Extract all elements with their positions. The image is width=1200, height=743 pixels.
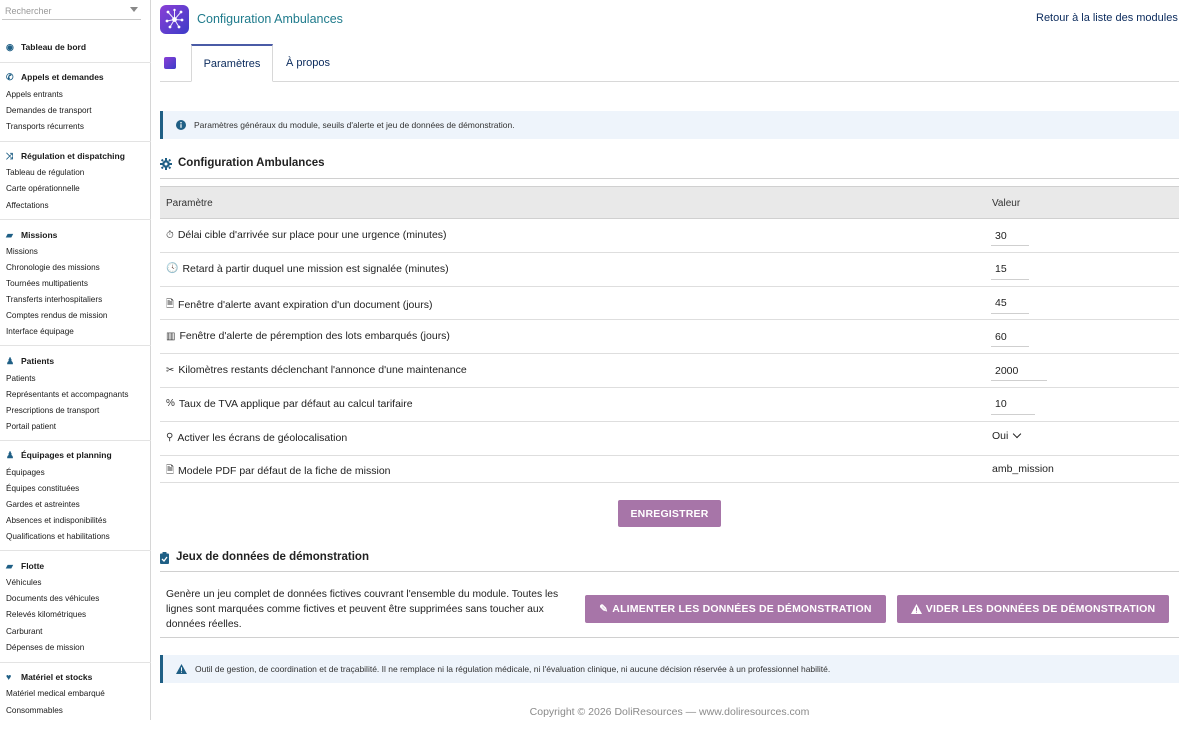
sidebar-item[interactable]: Carte opérationnelle [6,184,80,194]
barcode-icon: ▥ [166,330,176,342]
sidebar-item[interactable]: Absences et indisponibilités [6,516,107,525]
phone-icon: ✆ [6,71,14,82]
info-icon [176,120,186,130]
column-header-param: Paramètre [166,198,213,209]
sidebar-item[interactable]: Transports récurrents [6,122,84,132]
warning-icon [176,664,187,674]
disclaimer-text: Outil de gestion, de coordination et de traçabilité. Il ne remplace ni la régulation médicale, ni l'évaluation clinique, ni aucune décision réservée à un professionnel habilité. [195,664,831,674]
percent-icon: % [166,398,175,410]
page-title: Configuration Ambulances [197,12,343,26]
sidebar-section-label: Appels et demandes [21,72,104,82]
table-header [160,186,1179,219]
sidebar-section-7[interactable] [6,672,92,682]
sidebar-item[interactable]: Prescriptions de transport [6,405,100,415]
sidebar-item[interactable]: Documents des véhicules [6,594,100,604]
tab-a-propos[interactable]: À propos [286,57,331,69]
clear-demo-data-button[interactable] [897,595,1169,623]
stopwatch-icon: ⏱ [166,229,174,241]
sidebar-item[interactable]: Chronologie des missions [6,263,100,272]
sidebar-item[interactable]: Véhicules [6,578,42,587]
fill-demo-data-button[interactable] [585,595,886,623]
sidebar-item[interactable]: Tableau de régulation [6,168,85,177]
lot-expiry-window-input[interactable] [991,327,1029,347]
module-tab-icon [164,57,176,69]
sidebar-item[interactable]: Représentants et accompagnants [6,389,129,399]
doc-expiry-window-input[interactable] [991,294,1029,314]
sidebar-divider [0,345,151,346]
sidebar-section-label: Missions [21,230,58,240]
document-icon: 🗎 [166,298,175,310]
sidebar-section-label: Régulation et dispatching [21,151,125,161]
info-text: Paramètres généraux du module, seuils d'alerte et jeu de données de démonstration. [194,120,515,130]
truck-icon: ▰ [6,229,13,240]
heart-icon: ♥ [6,671,12,682]
sidebar-divider [0,141,151,142]
team-icon: ♟ [6,449,15,460]
search-input[interactable] [2,3,141,20]
table-row [160,253,1179,287]
tab-bar [160,44,1179,82]
clipboard-check-icon [160,552,169,564]
fill-demo-label: ALIMENTER LES DONNÉES DE DÉMONSTRATION [612,603,872,615]
sidebar-item[interactable]: Relevés kilométriques [6,610,87,620]
sidebar-section-5[interactable] [6,450,112,460]
sidebar-section-2[interactable] [6,151,125,161]
sidebar-section-label: Équipages et planning [21,450,112,460]
sidebar-item[interactable]: Gardes et astreintes [6,500,80,509]
row-label: Fenêtre d'alerte avant expiration d'un document (jours) [178,299,433,312]
sidebar-item[interactable]: Matériel medical embarqué [6,689,105,698]
sidebar [0,0,151,720]
vat-rate-input[interactable] [991,395,1035,415]
footer: Copyright © 2026 DoliResources — www.doliresources.com [529,706,810,718]
pdf-model-value: amb_mission [992,462,1054,475]
sidebar-item[interactable]: Équipes constituées [6,484,80,493]
sidebar-section-label: Matériel et stocks [21,672,93,682]
sidebar-item[interactable]: Portail patient [6,421,57,431]
divider [160,178,1179,179]
demo-description: Genère un jeu complet de données fictives couvrant l'ensemble du module. Toutes les lignes sont marquées comme fictives et peuvent être supprimées sans toucher aux données réelles. [166,589,559,630]
user-icon: ♟ [6,355,15,366]
disclaimer-box [160,655,1179,683]
map-pin-icon: ⚲ [166,432,174,444]
sidebar-section-1[interactable] [6,72,104,82]
pencil-icon: ✎ [599,603,609,615]
sidebar-section-3[interactable] [6,230,57,240]
config-table [160,186,1179,483]
row-label: Taux de TVA applique par défaut au calcul tarifaire [178,397,413,410]
sidebar-section-0[interactable] [6,42,86,52]
sidebar-section-4[interactable] [6,356,54,366]
sidebar-divider [0,62,151,63]
row-label: Activer les écrans de géolocalisation [177,431,348,444]
sidebar-item[interactable]: Transferts interhospitaliers [6,295,103,304]
back-to-modules-link[interactable]: Retour à la liste des modules [1036,12,1178,24]
geolocation-select[interactable] [992,430,1020,442]
tools-icon: ✂ [166,364,175,376]
table-row [160,219,1179,253]
sidebar-section-label: Tableau de bord [21,42,87,52]
shuffle-icon: ⤨ [6,150,14,161]
dashboard-icon: ◉ [6,41,14,52]
sidebar-item[interactable]: Appels entrants [6,90,63,99]
module-logo-icon [160,5,189,34]
sidebar-divider [0,440,151,441]
sidebar-divider [0,219,151,220]
sidebar-divider [0,662,151,663]
config-section-title [160,156,325,170]
gear-icon [160,158,172,170]
chevron-down-icon [1013,430,1021,438]
sidebar-item[interactable]: Dépenses de mission [6,642,85,652]
table-row [160,388,1179,422]
truck-icon: ▰ [6,560,13,571]
sidebar-item[interactable]: Demandes de transport [6,106,92,116]
clear-demo-label: VIDER LES DONNÉES DE DÉMONSTRATION [925,603,1156,615]
sidebar-divider [0,550,151,551]
sidebar-item[interactable]: Tournées multipatients [6,279,88,288]
save-button[interactable]: ENREGISTRER [618,500,721,527]
table-row [160,422,1179,456]
chevron-down-icon[interactable] [130,7,138,12]
table-row [160,320,1179,354]
demo-section-title [160,549,369,564]
sidebar-section-label: Patients [21,356,55,366]
sidebar-item[interactable]: Carburant [6,626,43,636]
info-box [160,111,1179,139]
select-value: Oui [992,429,1009,442]
demo-title-text: Jeux de données de démonstration [176,550,369,563]
warning-icon [911,604,922,614]
sidebar-section-label: Flotte [21,561,45,571]
sidebar-item[interactable]: Affectations [6,200,49,210]
row-label: Fenêtre d'alerte de péremption des lots embarqués (jours) [179,330,450,343]
config-title-text: Configuration Ambulances [178,157,325,169]
late-threshold-input[interactable] [991,260,1029,280]
sidebar-item[interactable]: Interface équipage [6,327,74,336]
pdf-icon: 🗎 [166,464,175,476]
tab-parametres[interactable]: Paramètres [191,44,273,82]
table-row [160,287,1179,321]
row-label: Kilomètres restants déclenchant l'annonce d'une maintenance [178,364,467,377]
row-label: Délai cible d'arrivée sur place pour une urgence (minutes) [177,229,447,241]
sidebar-item[interactable]: Consommables [6,705,63,715]
table-row [160,354,1179,388]
row-label: Retard à partir duquel une mission est signalée (minutes) [182,262,449,275]
maintenance-km-input[interactable] [991,361,1047,381]
clock-icon: 🕓 [166,263,179,275]
sidebar-item[interactable]: Patients [6,374,36,383]
table-row [160,456,1179,483]
sidebar-section-6[interactable] [6,561,44,571]
row-label: Modele PDF par défaut de la fiche de mission [178,465,391,478]
sidebar-item[interactable]: Comptes rendus de mission [6,311,108,320]
sidebar-item[interactable]: Qualifications et habilitations [6,532,110,541]
sidebar-item[interactable]: Équipages [6,468,45,477]
sidebar-item[interactable]: Missions [6,247,38,256]
emergency-delay-input[interactable] [991,226,1029,246]
column-header-value: Valeur [992,198,1021,209]
divider [160,571,1179,572]
